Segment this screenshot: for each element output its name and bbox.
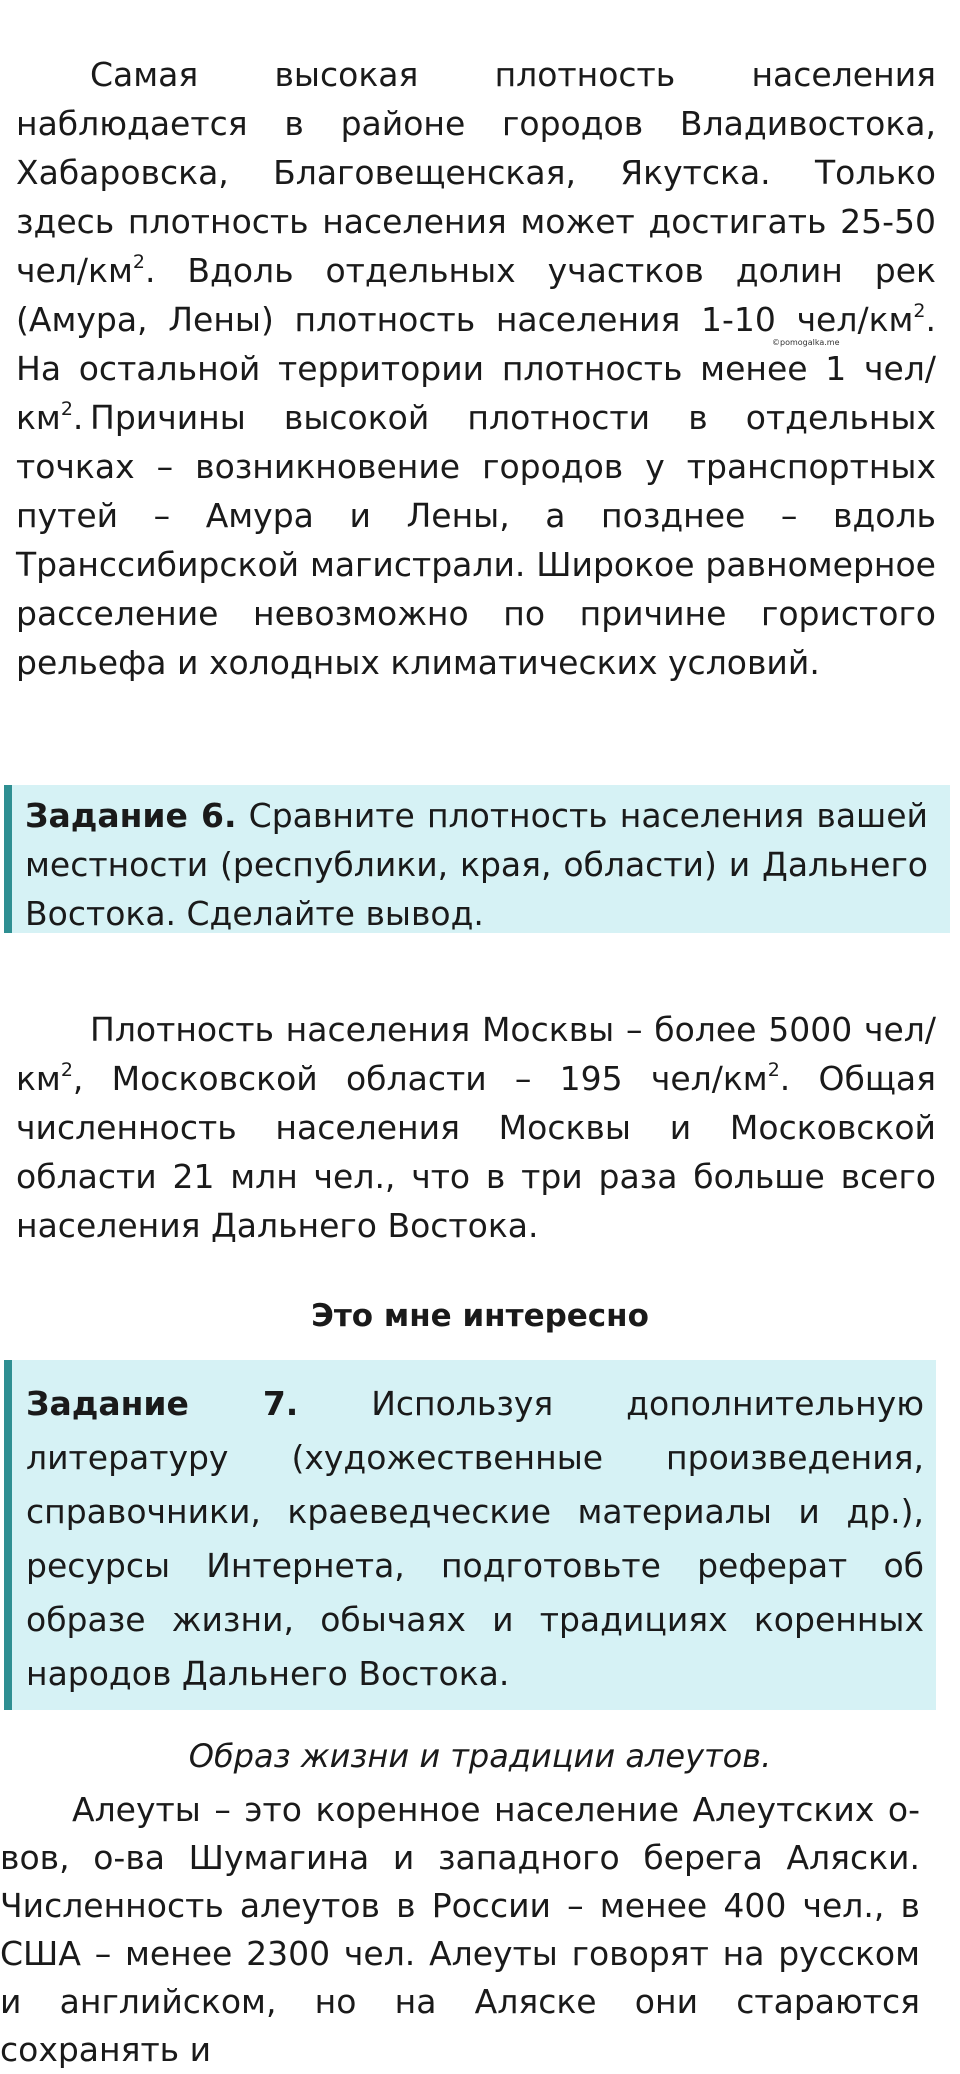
paragraph-text: . Вдоль отдельных участков долин рек (Амура, Лены) плотность населения 1-10 чел/км bbox=[16, 251, 936, 339]
paragraph-population-density bbox=[16, 50, 936, 442]
task-label: Задание 7. bbox=[26, 1384, 299, 1423]
task-label: Задание 6. bbox=[25, 796, 237, 835]
task-6-box bbox=[4, 785, 950, 933]
task-7-box bbox=[4, 1360, 936, 1710]
paragraph-moscow-density bbox=[16, 1005, 936, 1250]
paragraph-density-reasons bbox=[16, 393, 936, 687]
superscript: 2 bbox=[913, 300, 926, 322]
superscript: 2 bbox=[60, 1059, 73, 1081]
paragraph-text: Причины высокой плотности в отдельных точках – возникновение городов у транспортных путей – Амура и Лены, а позднее – вдоль Транссибирской магистрали. Широкое равномерное расселение невозможно по причине гористого рельефа и холодных климатических условий. bbox=[16, 398, 936, 682]
superscript: 2 bbox=[60, 398, 73, 420]
task-7-text bbox=[26, 1377, 924, 1701]
watermark: ©pomogalka.me bbox=[772, 338, 840, 347]
paragraph-text: Плотность населения Москвы – более 5000 чел/км bbox=[16, 1010, 936, 1098]
paragraph-text: Самая высокая плотность населения наблюдается в районе городов Владивостока, Хабаровска, Благовещенская, Якутска. Только здесь плотность населения может достигать 25-50 чел/км bbox=[16, 55, 936, 290]
paragraph-text: . На остальной территории плотность менее 1 чел/км bbox=[16, 300, 936, 437]
paragraph-text: , Московской области – 195 чел/км bbox=[72, 1059, 768, 1098]
superscript: 2 bbox=[132, 251, 145, 273]
paragraph-aleuts bbox=[0, 1786, 920, 2074]
task-6-text bbox=[25, 791, 928, 938]
task-description: Используя дополнительную литературу (художественные произведения, справочники, краеведческие материалы и др.), ресурсы Интернета, подготовьте реферат об образе жизни, обычаях и традициях коренных народов Дальнего Востока. bbox=[26, 1384, 924, 1693]
superscript: 2 bbox=[767, 1059, 780, 1081]
article-title: Образ жизни и традиции алеутов. bbox=[188, 1737, 772, 1775]
section-heading: Это мне интересно bbox=[311, 1298, 649, 1334]
task-description: Сравните плотность населения вашей местности (республики, края, области) и Дальнего Востока. Сделайте вывод. bbox=[25, 796, 928, 933]
paragraph-text: Алеуты – это коренное население Алеутских о-вов, о-ва Шумагина и западного берега Аляски. Численность алеутов в России – менее 400 чел., в США – менее 2300 чел. Алеуты говорят на русском и английском, но на Аляске они стараются сохранять и bbox=[0, 1790, 920, 2069]
paragraph-text: . bbox=[72, 398, 84, 437]
paragraph-text: . Общая численность населения Москвы и Московской области 21 млн чел., что в три раза больше всего населения Дальнего Востока. bbox=[16, 1059, 936, 1245]
